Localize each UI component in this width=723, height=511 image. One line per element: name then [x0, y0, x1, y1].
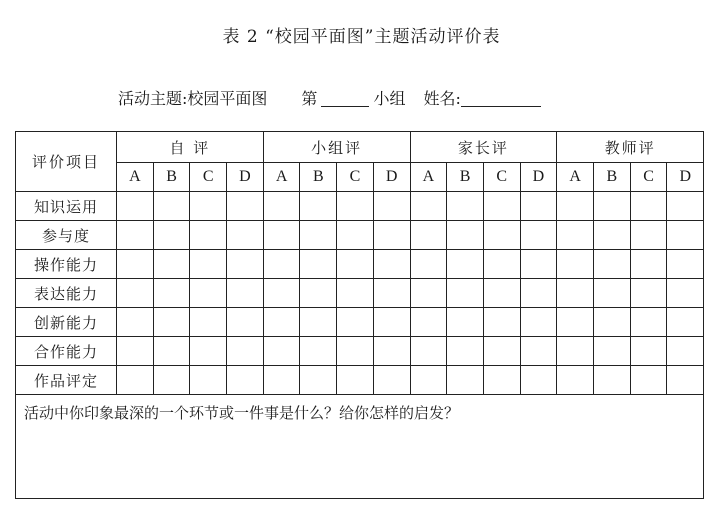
group-suffix: 小组	[373, 89, 406, 108]
rating-cell[interactable]	[594, 279, 631, 308]
rating-cell[interactable]	[153, 366, 190, 395]
rating-cell[interactable]	[520, 221, 557, 250]
group-number-blank[interactable]	[321, 90, 369, 107]
rating-cell[interactable]	[520, 366, 557, 395]
rating-cell[interactable]	[227, 366, 264, 395]
rating-cell[interactable]	[117, 308, 154, 337]
grade-header: B	[300, 163, 337, 192]
rating-cell[interactable]	[337, 308, 374, 337]
rating-cell[interactable]	[447, 337, 484, 366]
rating-cell[interactable]	[483, 221, 520, 250]
document-title: 表 2 “校园平面图”主题活动评价表	[222, 27, 501, 47]
rating-cell[interactable]	[263, 221, 300, 250]
table-row	[16, 279, 704, 308]
grade-header: D	[373, 163, 410, 192]
rating-cell[interactable]	[410, 308, 447, 337]
rating-cell[interactable]	[300, 337, 337, 366]
rating-cell[interactable]	[337, 221, 374, 250]
rating-cell[interactable]	[483, 250, 520, 279]
rating-cell[interactable]	[117, 250, 154, 279]
header-label: 评价项目	[16, 132, 117, 192]
item-label: 作品评定	[16, 366, 117, 395]
rating-cell[interactable]	[410, 366, 447, 395]
rating-cell[interactable]	[300, 250, 337, 279]
rating-cell[interactable]	[520, 308, 557, 337]
rating-cell[interactable]	[667, 250, 704, 279]
rating-cell[interactable]	[153, 308, 190, 337]
rating-cell[interactable]	[337, 192, 374, 221]
rating-cell[interactable]	[594, 221, 631, 250]
rating-cell[interactable]	[190, 337, 227, 366]
rating-cell[interactable]	[557, 279, 594, 308]
table-row	[16, 250, 704, 279]
rating-cell[interactable]	[263, 250, 300, 279]
rating-cell[interactable]	[520, 337, 557, 366]
rating-cell[interactable]	[410, 250, 447, 279]
grade-header: C	[630, 163, 667, 192]
rating-cell[interactable]	[630, 192, 667, 221]
rating-cell[interactable]	[300, 279, 337, 308]
rating-cell[interactable]	[263, 366, 300, 395]
rating-cell[interactable]	[483, 308, 520, 337]
rating-cell[interactable]	[594, 250, 631, 279]
rating-cell[interactable]	[447, 192, 484, 221]
item-label: 创新能力	[16, 308, 117, 337]
rating-cell[interactable]	[263, 337, 300, 366]
rating-cell[interactable]	[630, 337, 667, 366]
rating-cell[interactable]	[373, 308, 410, 337]
rating-cell[interactable]	[447, 308, 484, 337]
rating-cell[interactable]	[667, 337, 704, 366]
grade-header: B	[594, 163, 631, 192]
grade-header: C	[337, 163, 374, 192]
rating-cell[interactable]	[557, 250, 594, 279]
rating-cell[interactable]	[153, 279, 190, 308]
rating-cell[interactable]	[337, 366, 374, 395]
rating-cell[interactable]	[227, 337, 264, 366]
grade-header: A	[117, 163, 154, 192]
rating-cell[interactable]	[227, 250, 264, 279]
rating-cell[interactable]	[300, 192, 337, 221]
rating-cell[interactable]	[520, 279, 557, 308]
rating-cell[interactable]	[300, 366, 337, 395]
rating-cell[interactable]	[190, 279, 227, 308]
item-label: 参与度	[16, 221, 117, 250]
rating-cell[interactable]	[594, 366, 631, 395]
rating-cell[interactable]	[153, 337, 190, 366]
rating-cell[interactable]	[447, 279, 484, 308]
rating-cell[interactable]	[667, 279, 704, 308]
rating-cell[interactable]	[227, 279, 264, 308]
rating-cell[interactable]	[373, 337, 410, 366]
grade-header: C	[190, 163, 227, 192]
grade-header: B	[153, 163, 190, 192]
evaluation-table	[15, 131, 704, 499]
rating-cell[interactable]	[190, 250, 227, 279]
rating-cell[interactable]	[227, 192, 264, 221]
rating-cell[interactable]	[667, 192, 704, 221]
rating-cell[interactable]	[153, 221, 190, 250]
item-label: 合作能力	[16, 337, 117, 366]
rating-cell[interactable]	[557, 337, 594, 366]
grade-header: A	[410, 163, 447, 192]
rating-cell[interactable]	[667, 308, 704, 337]
rating-cell[interactable]	[337, 279, 374, 308]
rating-cell[interactable]	[557, 366, 594, 395]
rating-cell[interactable]	[447, 366, 484, 395]
grade-header: A	[263, 163, 300, 192]
name-label: 姓名:	[423, 89, 461, 108]
rating-cell[interactable]	[227, 221, 264, 250]
rating-cell[interactable]	[520, 250, 557, 279]
rating-cell[interactable]	[630, 308, 667, 337]
table-row	[16, 308, 704, 337]
rating-cell[interactable]	[190, 192, 227, 221]
rating-cell[interactable]	[483, 366, 520, 395]
reflection-prompt[interactable]: 活动中你印象最深的一个环节或一件事是什么？给你怎样的启发？	[16, 395, 704, 499]
group-header-2: 小组评	[263, 132, 410, 163]
rating-cell[interactable]	[630, 279, 667, 308]
group-prefix: 第	[301, 89, 318, 108]
rating-cell[interactable]	[630, 366, 667, 395]
rating-cell[interactable]	[410, 279, 447, 308]
table-row	[16, 366, 704, 395]
info-line	[118, 86, 541, 109]
item-label: 操作能力	[16, 250, 117, 279]
grade-header: D	[520, 163, 557, 192]
rating-cell[interactable]	[263, 192, 300, 221]
rating-cell[interactable]	[263, 308, 300, 337]
rating-cell[interactable]	[263, 279, 300, 308]
group-header-row	[16, 132, 704, 163]
rating-cell[interactable]	[594, 192, 631, 221]
rating-cell[interactable]	[337, 337, 374, 366]
rating-cell[interactable]	[153, 192, 190, 221]
rating-cell[interactable]	[410, 337, 447, 366]
rating-cell[interactable]	[667, 366, 704, 395]
theme-value: 校园平面图	[187, 89, 268, 108]
grade-header-row	[16, 163, 704, 192]
name-blank[interactable]	[461, 90, 541, 107]
rating-cell[interactable]	[300, 221, 337, 250]
grade-header: D	[227, 163, 264, 192]
rating-cell[interactable]	[117, 366, 154, 395]
rating-cell[interactable]	[557, 192, 594, 221]
rating-cell[interactable]	[117, 279, 154, 308]
table-row	[16, 192, 704, 221]
group-header-4: 教师评	[557, 132, 704, 163]
rating-cell[interactable]	[300, 308, 337, 337]
rating-cell[interactable]	[520, 192, 557, 221]
item-label: 知识运用	[16, 192, 117, 221]
rating-cell[interactable]	[190, 221, 227, 250]
grade-header: D	[667, 163, 704, 192]
theme-label: 活动主题:	[118, 89, 188, 108]
grade-header: C	[483, 163, 520, 192]
rating-cell[interactable]	[447, 221, 484, 250]
rating-cell[interactable]	[337, 250, 374, 279]
group-header-3: 家长评	[410, 132, 557, 163]
grade-header: A	[557, 163, 594, 192]
rating-cell[interactable]	[117, 221, 154, 250]
grade-header: B	[447, 163, 484, 192]
rating-cell[interactable]	[483, 192, 520, 221]
rating-cell[interactable]	[117, 192, 154, 221]
rating-cell[interactable]	[190, 366, 227, 395]
rating-cell[interactable]	[190, 308, 227, 337]
rating-cell[interactable]	[557, 221, 594, 250]
rating-cell[interactable]	[667, 221, 704, 250]
rating-cell[interactable]	[483, 337, 520, 366]
rating-cell[interactable]	[373, 279, 410, 308]
rating-cell[interactable]	[373, 366, 410, 395]
rating-cell[interactable]	[227, 308, 264, 337]
table-row	[16, 337, 704, 366]
rating-cell[interactable]	[373, 192, 410, 221]
rating-cell[interactable]	[630, 250, 667, 279]
rating-cell[interactable]	[594, 308, 631, 337]
rating-cell[interactable]	[557, 308, 594, 337]
rating-cell[interactable]	[630, 221, 667, 250]
rating-cell[interactable]	[594, 337, 631, 366]
item-label: 表达能力	[16, 279, 117, 308]
reflection-row	[16, 395, 704, 499]
rating-cell[interactable]	[410, 192, 447, 221]
rating-cell[interactable]	[153, 250, 190, 279]
rating-cell[interactable]	[447, 250, 484, 279]
rating-cell[interactable]	[373, 221, 410, 250]
rating-cell[interactable]	[117, 337, 154, 366]
group-header-1: 自 评	[117, 132, 264, 163]
rating-cell[interactable]	[483, 279, 520, 308]
table-row	[16, 221, 704, 250]
rating-cell[interactable]	[373, 250, 410, 279]
rating-cell[interactable]	[410, 221, 447, 250]
